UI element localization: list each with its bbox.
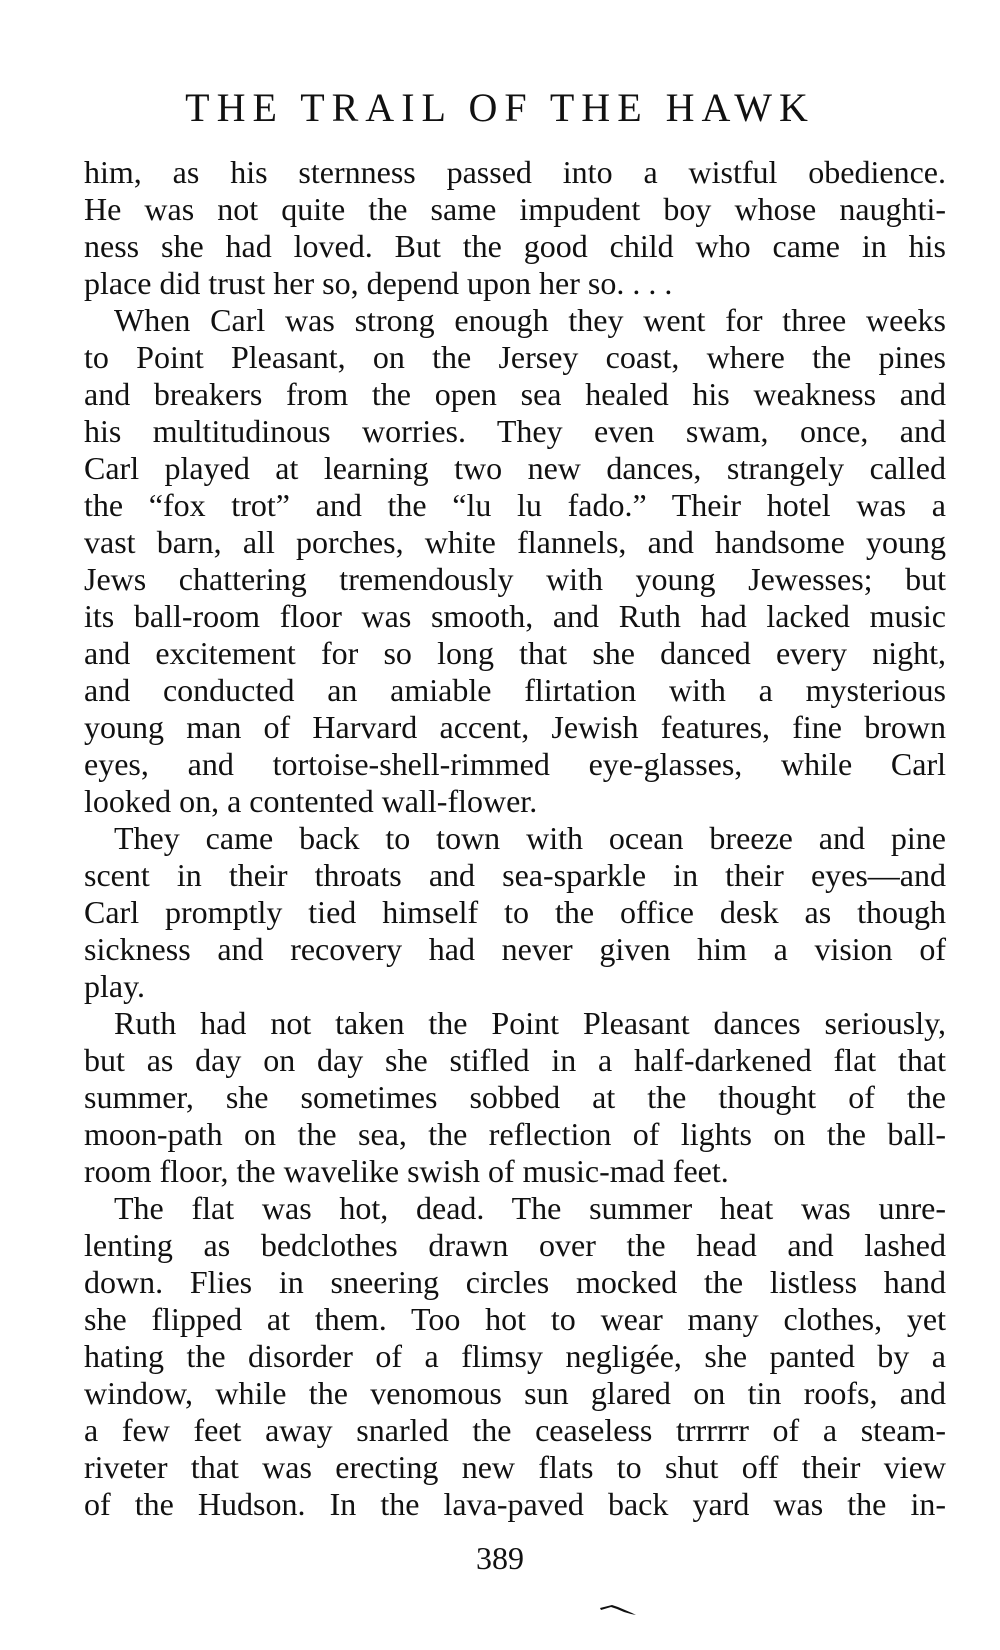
text-line: The flat was hot, dead. The summer heat was unre- <box>114 1190 946 1226</box>
text-line: its ball-room floor was smooth, and Ruth had lacked music <box>84 598 946 634</box>
ink-smudge-icon <box>598 1600 638 1616</box>
text-line: looked on, a contented wall-flower. <box>84 783 538 819</box>
paragraph <box>84 1005 946 1190</box>
paragraph <box>84 302 946 820</box>
text-line: room floor, the wavelike swish of music-mad feet. <box>84 1153 729 1189</box>
running-title: THE TRAIL OF THE HAWK <box>185 85 815 130</box>
text-line: but as day on day she stifled in a half-darkened flat that <box>84 1042 946 1078</box>
text-line: a few feet away snarled the ceaseless trrrrrr of a steam- <box>84 1412 946 1448</box>
page-number: 389 <box>476 1540 524 1576</box>
text-line: the “fox trot” and the “lu lu fado.” Their hotel was a <box>84 487 946 523</box>
text-line: she flipped at them. Too hot to wear many clothes, yet <box>84 1301 946 1337</box>
text-line: ness she had loved. But the good child who came in his <box>84 228 946 264</box>
text-line: hating the disorder of a flimsy negligée, she panted by a <box>84 1338 946 1374</box>
text-line: and excitement for so long that she danced every night, <box>84 635 946 671</box>
text-line: him, as his sternness passed into a wistful obedience. <box>84 154 946 190</box>
text-line: Ruth had not taken the Point Pleasant dances seriously, <box>114 1005 946 1041</box>
text-line: play. <box>84 968 146 1004</box>
text-line: window, while the venomous sun glared on tin roofs, and <box>84 1375 946 1411</box>
text-line: Carl played at learning two new dances, strangely called <box>84 450 946 486</box>
text-line: scent in their throats and sea-sparkle in their eyes—and <box>84 857 946 893</box>
text-line: down. Flies in sneering circles mocked the listless hand <box>84 1264 946 1300</box>
text-line: lenting as bedclothes drawn over the head and lashed <box>84 1227 946 1263</box>
paragraph <box>84 154 946 302</box>
text-line: of the Hudson. In the lava-paved back yard was the in- <box>84 1486 946 1522</box>
text-line: summer, she sometimes sobbed at the thought of the <box>84 1079 946 1115</box>
paragraph <box>84 1190 946 1523</box>
text-line: Jews chattering tremendously with young Jewesses; but <box>84 561 946 597</box>
paragraph <box>84 820 946 1005</box>
text-line: and conducted an amiable flirtation with a mysterious <box>84 672 946 708</box>
text-line: to Point Pleasant, on the Jersey coast, where the pines <box>84 339 946 375</box>
text-line: vast barn, all porches, white flannels, and handsome young <box>84 524 946 560</box>
text-line: moon-path on the sea, the reflection of lights on the ball- <box>84 1116 946 1152</box>
text-line: place did trust her so, depend upon her so. . . . <box>84 265 673 301</box>
text-line: He was not quite the same impudent boy whose naughti- <box>84 191 946 227</box>
text-line: and breakers from the open sea healed his weakness and <box>84 376 946 412</box>
text-line: When Carl was strong enough they went for three weeks <box>114 302 946 338</box>
text-line: eyes, and tortoise-shell-rimmed eye-glasses, while Carl <box>84 746 946 782</box>
text-line: young man of Harvard accent, Jewish features, fine brown <box>84 709 946 745</box>
text-line: sickness and recovery had never given him a vision of <box>84 931 946 967</box>
body-text <box>84 154 946 1523</box>
text-line: riveter that was erecting new flats to shut off their view <box>84 1449 946 1485</box>
text-line: Carl promptly tied himself to the office desk as though <box>84 894 946 930</box>
text-line: his multitudinous worries. They even swam, once, and <box>84 413 946 449</box>
text-line: They came back to town with ocean breeze and pine <box>114 820 946 856</box>
